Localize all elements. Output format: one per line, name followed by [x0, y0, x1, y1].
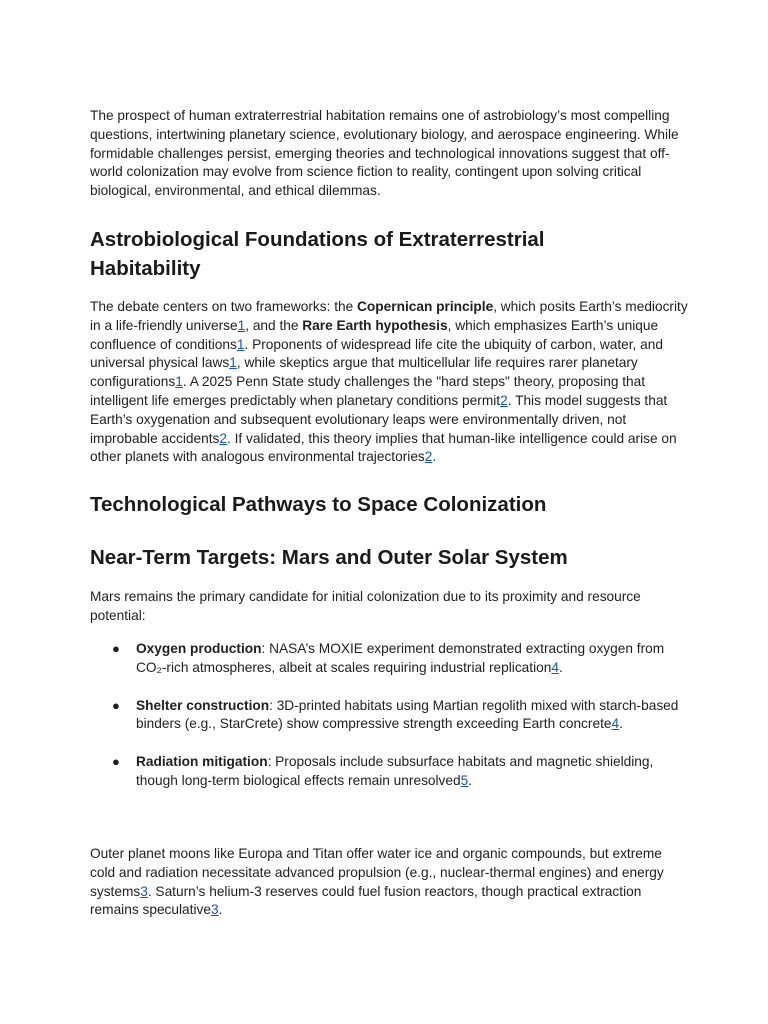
- rare-earth-hypothesis-term: Rare Earth hypothesis: [302, 317, 448, 333]
- copernican-principle-term: Copernican principle: [357, 299, 494, 314]
- heading-near-term-targets: Near-Term Targets: Mars and Outer Solar System: [90, 546, 568, 569]
- citation-link[interactable]: 1: [236, 336, 245, 352]
- citation-link[interactable]: 4: [551, 659, 559, 675]
- citation-link[interactable]: 2: [500, 392, 508, 408]
- debate-paragraph: The debate centers on two frameworks: the Copernican principle, which posits Earth’s mediocrity in a life-friendly universe1, and the Rare Earth hypothesis, which emphasizes Earth’s unique confluence of conditions1. Proponents of widespread life cite the ubiquity of carbon, water, and universal physical laws1, while skeptics argue that multicellular life requires rarer planetary configurations1. A 2025 Penn State study challenges the "hard steps" theory, proposing that intelligent life emerges predictably when planetary conditions permit2. This model suggests that Earth’s oxygenation and subsequent evolutionary leaps were environmentally driven, not improbable accidents2. If validated, this theory implies that human-like intelligence could arise on other planets with analogous environmental trajectories2.: [90, 299, 688, 465]
- outer-moons-paragraph: Outer planet moons like Europa and Titan offer water ice and organic compounds, but extreme cold and radiation necessitate advanced propulsion (e.g., nuclear-thermal engines) and energy systems3. Saturn’s helium-3 reserves could fuel fusion reactors, though practical extraction remains speculative3.: [90, 846, 664, 918]
- list-item: ● Radiation mitigation: Proposals include subsurface habitats and magnetic shielding, though long-term biological effects remain unresolved5.: [112, 754, 654, 788]
- mars-bullet-list: [90, 640, 690, 791]
- bullet-dot-icon: ●: [112, 641, 120, 656]
- heading-astrobiological-foundations: Astrobiological Foundations of Extraterrestrial Habitability: [90, 228, 545, 280]
- bullet-dot-icon: ●: [112, 697, 120, 713]
- citation-link[interactable]: 3: [140, 883, 148, 899]
- citation-link[interactable]: 2: [219, 430, 227, 446]
- mars-intro-paragraph: Mars remains the primary candidate for initial colonization due to its proximity and resource potential:: [90, 589, 641, 623]
- list-item: ● Shelter construction: 3D-printed habitats using Martian regolith mixed with starch-based binders (e.g., StarCrete) show compressive strength exceeding Earth concrete4.: [112, 697, 679, 732]
- citation-link[interactable]: 3: [210, 902, 219, 918]
- citation-link[interactable]: 1: [229, 355, 237, 371]
- citation-link[interactable]: 1: [175, 374, 183, 390]
- heading-technological-pathways: Technological Pathways to Space Colonization: [90, 493, 547, 516]
- list-item: ● Oxygen production: NASA’s MOXIE experiment demonstrated extracting oxygen from CO₂-rich atmospheres, albeit at scales requiring industrial replication4.: [112, 641, 665, 675]
- bullet-dot-icon: ●: [112, 754, 120, 770]
- citation-link[interactable]: 1: [237, 317, 246, 333]
- intro-paragraph: The prospect of human extraterrestrial habitation remains one of astrobiology’s most compelling questions, intertwining planetary science, evolutionary biology, and aerospace engineering. While formidable challenges persist, emerging theories and technological innovations suggest that off-world colonization may evolve from science fiction to reality, contingent upon solving critical biological, environmental, and ethical dilemmas.: [90, 108, 679, 199]
- citation-link[interactable]: 2: [424, 449, 433, 465]
- citation-link[interactable]: 5: [460, 772, 469, 788]
- citation-link[interactable]: 4: [611, 716, 620, 732]
